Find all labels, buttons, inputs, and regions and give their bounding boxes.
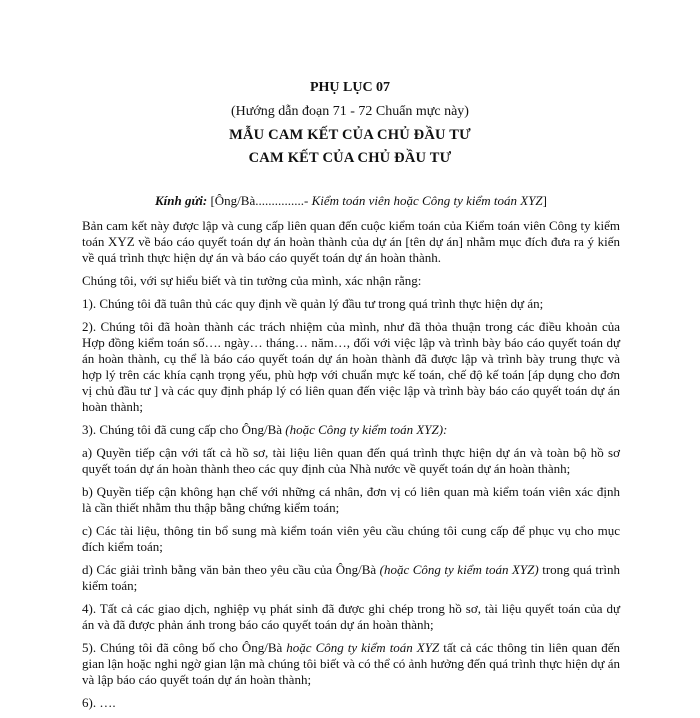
item-3c: c) Các tài liệu, thông tin bổ sung mà kiểm toán viên yêu cầu chúng tôi cung cấp để phục vụ cho mục đích kiểm toán; [82, 523, 620, 554]
item-4: 4). Tất cả các giao dịch, nghiệp vụ phát sinh đã được ghi chép trong hồ sơ, tài liệu quyết toán của dự án và đã được phản ánh trong báo cáo quyết toán dự án hoàn thành; [82, 601, 620, 632]
item-6: 6). …. [82, 695, 116, 710]
item-3b: b) Quyền tiếp cận không hạn chế với những cá nhân, đơn vị có liên quan mà kiểm toán viên xác định là cần thiết nhằm thu thập bằng chứng kiểm toán; [82, 484, 620, 515]
document-title: CAM KẾT CỦA CHỦ ĐẦU TƯ [248, 150, 452, 166]
item-3d [82, 562, 620, 594]
item-1: 1). Chúng tôi đã tuân thủ các quy định về quản lý đầu tư trong quá trình thực hiện dự án; [82, 296, 544, 311]
item-3d-italic: (hoặc Công ty kiểm toán XYZ) [379, 562, 539, 577]
recipient-open: [Ông/Bà...............- [207, 193, 312, 208]
item-5-before: 5). Chúng tôi đã công bố cho Ông/Bà [82, 640, 287, 655]
guide-subheading: (Hướng dẫn đoạn 71 - 72 Chuẩn mực này) [231, 104, 469, 119]
item-5-italic: hoặc Công ty kiểm toán XYZ [286, 640, 440, 655]
item-3d-before: d) Các giải trình bằng văn bản theo yêu cầu của Ông/Bà [82, 562, 380, 577]
item-3 [82, 422, 620, 438]
recipient-close: ] [542, 193, 548, 208]
recipient-name: Kiểm toán viên hoặc Công ty kiểm toán XYZ [311, 193, 543, 208]
item-3-italic: (hoặc Công ty kiểm toán XYZ): [285, 422, 448, 437]
confirm-paragraph: Chúng tôi, với sự hiểu biết và tin tưởng của mình, xác nhận rằng: [82, 273, 422, 288]
form-title: MẪU CAM KẾT CỦA CHỦ ĐẦU TƯ [229, 127, 471, 143]
item-3-text: 3). Chúng tôi đã cung cấp cho Ông/Bà [82, 422, 286, 437]
item-5 [82, 640, 620, 688]
document-body [82, 193, 620, 718]
item-3a: a) Quyền tiếp cận với tất cả hồ sơ, tài liệu liên quan đến quá trình thực hiện dự án và toàn bộ hồ sơ quyết toán dự án hoàn thành theo các quy định của Nhà nước về quyết toán dự án hoàn thành; [82, 445, 620, 476]
item-3d-after: trong quá trình kiểm toán; [82, 562, 620, 593]
item-2: 2). Chúng tôi đã hoàn thành các trách nhiệm của mình, như đã thỏa thuận trong các điều khoản của Hợp đồng kiểm toán số…. ngày… tháng… năm…, đối với việc lập và trình bày báo cáo quyết toán dự án hoàn thành, cụ thể là báo cáo quyết toán dự án hoàn thành đã được lập và trình bày trung thực và hợp lý trên các khía cạnh trọng yếu, phù hợp với chuẩn mực kế toán, chế độ kế toán [áp dụng cho đơn vị chủ đầu tư ] và các quy định pháp lý có liên quan đến việc lập và trình bày báo cáo quyết toán dự án hoàn thành; [82, 319, 620, 414]
appendix-heading: PHỤ LỤC 07 [309, 80, 391, 95]
recipient-line [82, 193, 620, 209]
recipient-label: Kính gửi: [154, 193, 208, 208]
intro-paragraph: Bản cam kết này được lập và cung cấp liên quan đến cuộc kiểm toán của Kiểm toán viên Công ty kiểm toán XYZ về báo cáo quyết toán dự án hoàn thành của dự án [tên dự án] nhằm mục đích đưa ra ý kiến về quá trình thực hiện dự án và báo cáo quyết toán dự án hoàn thành. [82, 218, 620, 265]
item-5-after: tất cả các thông tin liên quan đến gian lận hoặc nghi ngờ gian lận mà chúng tôi biết và có thể có ảnh hưởng đến quá trình thực hiện dự án và lập báo cáo quyết toán dự án hoàn thành; [82, 640, 620, 687]
